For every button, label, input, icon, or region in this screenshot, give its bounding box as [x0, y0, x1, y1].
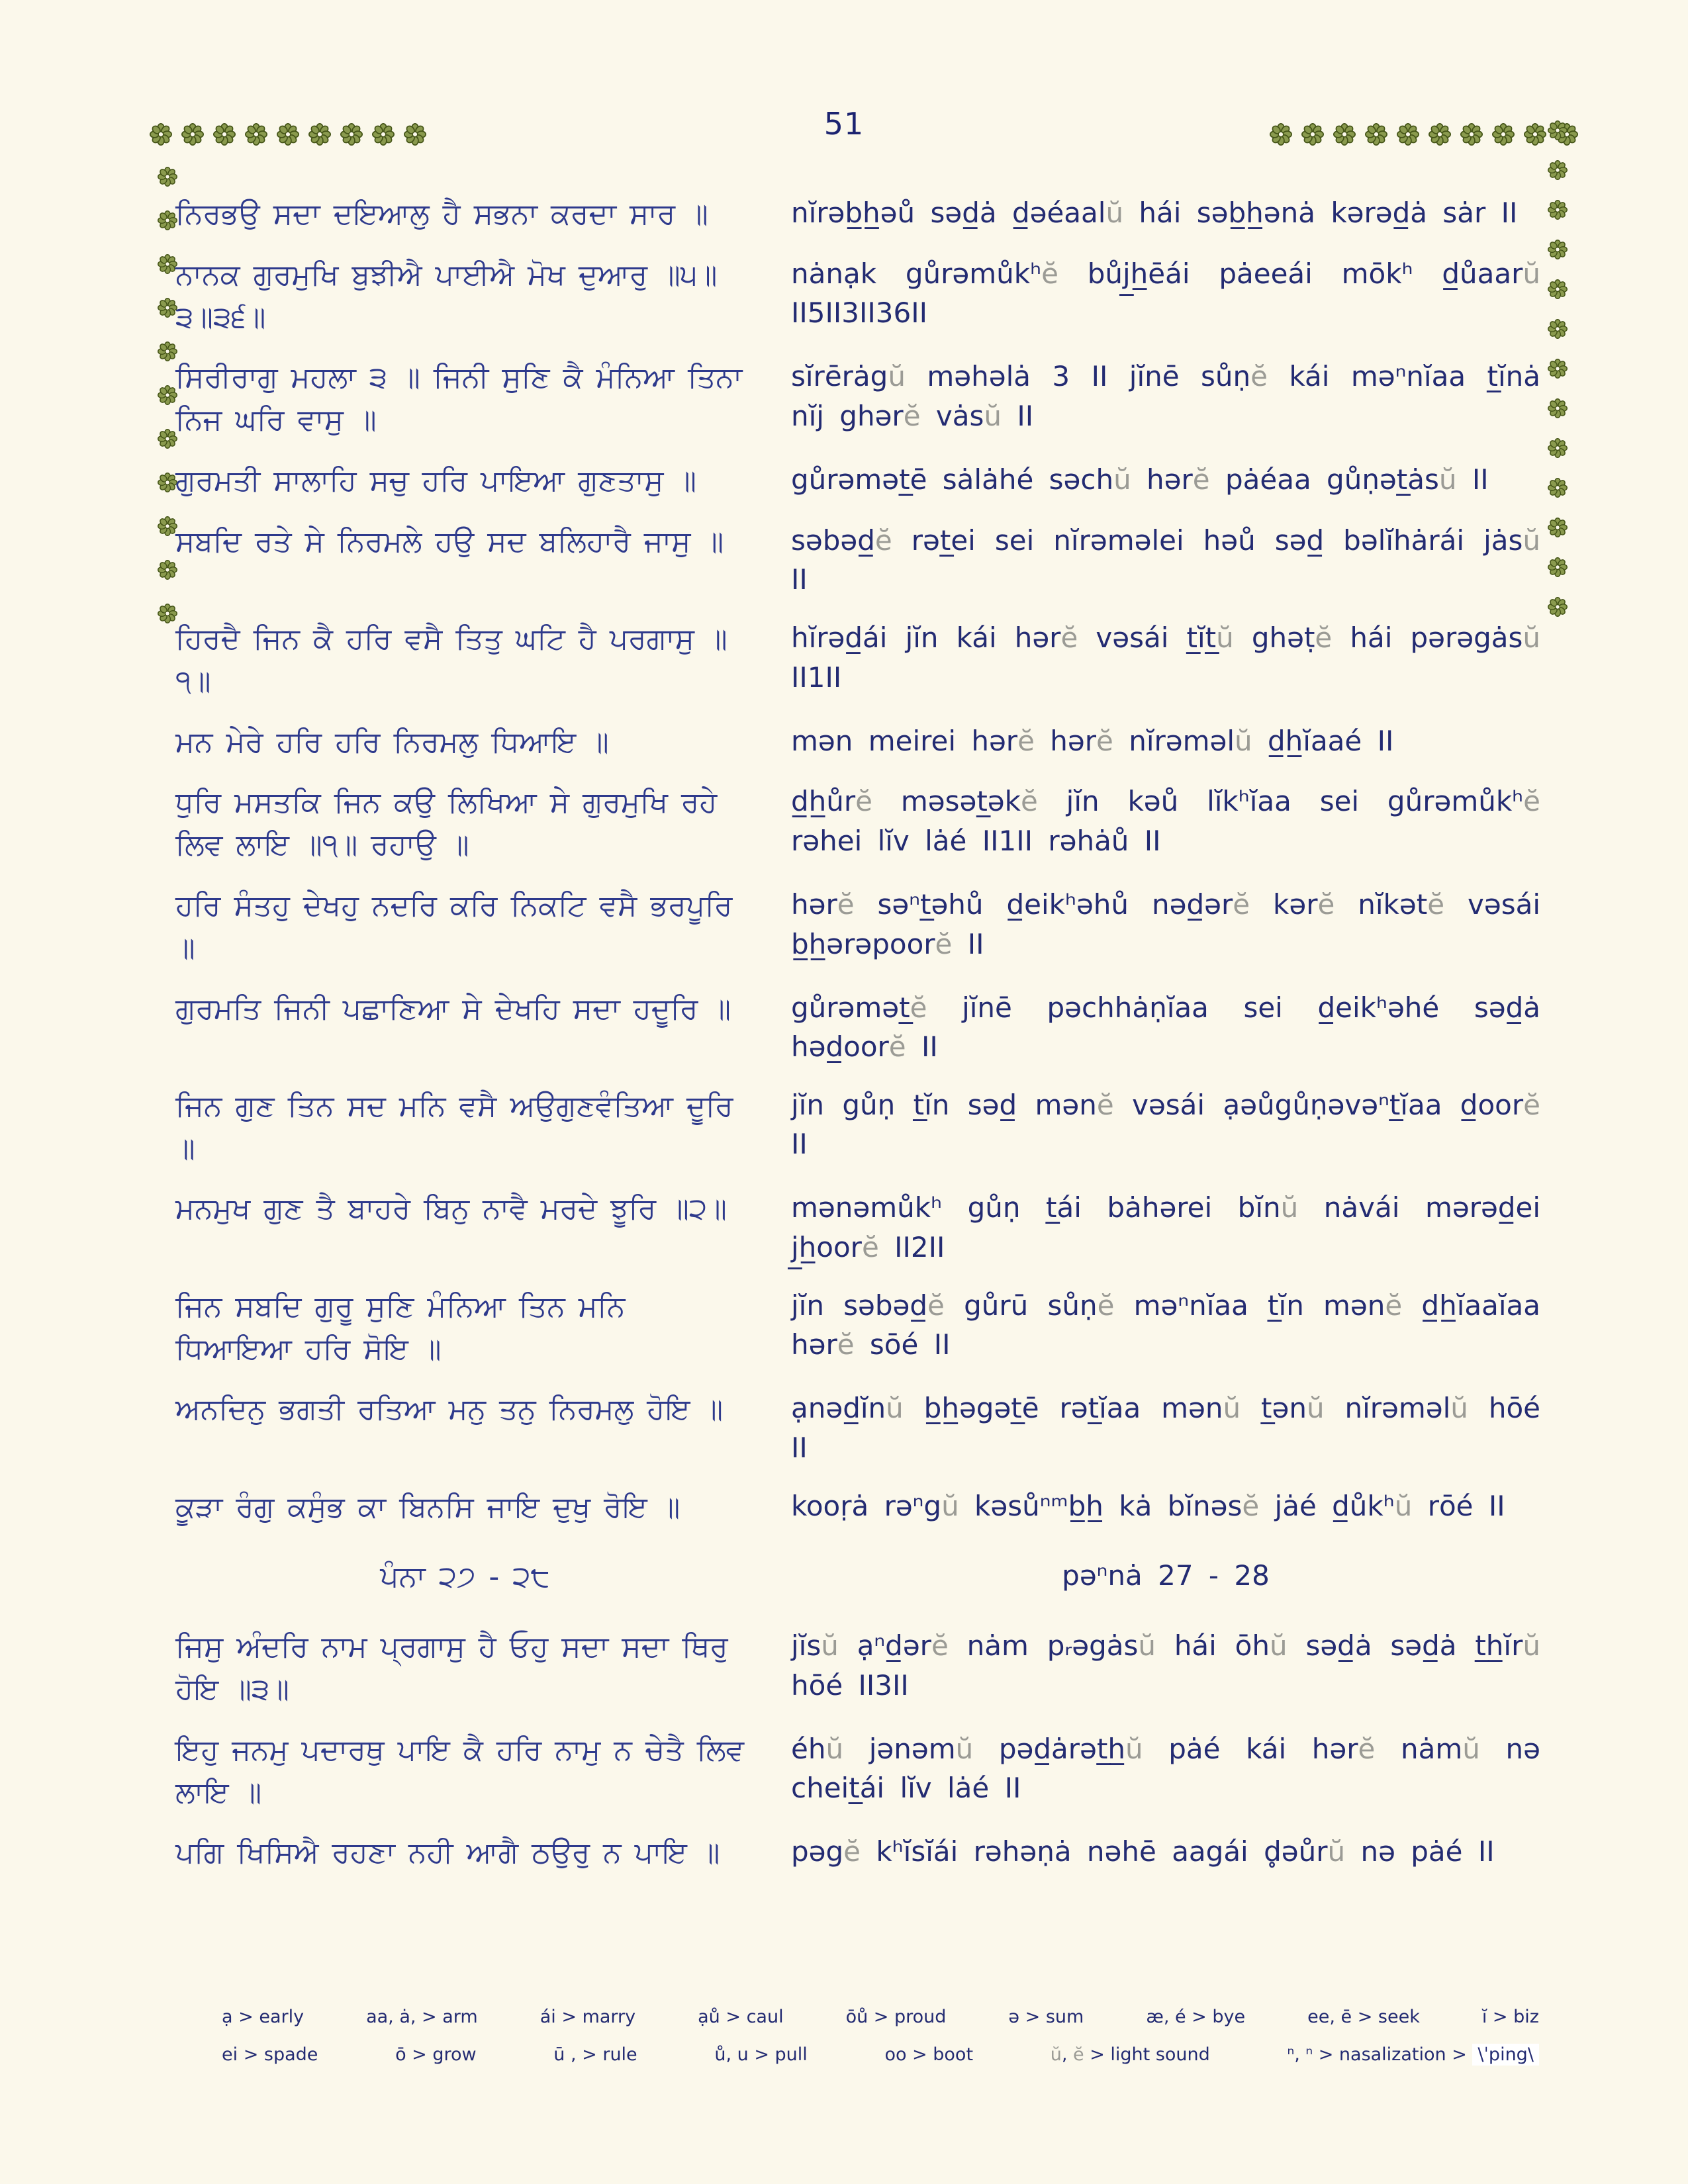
light-sound-letter: ĕ	[935, 927, 953, 960]
light-sound-letter: ĕ	[927, 1289, 945, 1322]
roman-transliteration-text: jĭn səbəd̲ĕ gůrū sůṇĕ məⁿnĭaa t̲ĭn mənĕ d̲h̲ĭaaĭaa hərĕ sōé II	[791, 1289, 1540, 1361]
florette-icon	[1548, 120, 1568, 140]
light-sound-letter: ŭ	[1050, 2044, 1062, 2065]
light-sound-letter: ŭ	[1235, 724, 1252, 757]
light-sound-letter: ŭ	[1450, 1392, 1468, 1425]
verse-row	[175, 254, 1540, 339]
light-sound-letter: ŭ	[1523, 257, 1541, 290]
light-sound-letter: ŭ	[1394, 1489, 1413, 1522]
legend-item: ĭ > biz	[1481, 2007, 1539, 2027]
roman-transliteration-text: jĭn gůṇ t̲ĭn səd̲ mənĕ vəsái ạəůgůṇəvəⁿt̲ĭaa d̲oorĕ II	[791, 1088, 1540, 1161]
gurmukhi-text: ਗੁਰਮਤੀ ਸਾਲਾਹਿ ਸਚੁ ਹਰਿ ਪਾਇਆ ਗੁਣਤਾਸੁ ॥	[175, 463, 697, 498]
florette-icon	[1548, 557, 1568, 577]
legend-item: ōů > proud	[845, 2007, 947, 2027]
florette-icon	[1333, 123, 1356, 146]
gurmukhi-text: ਮਨਮੁਖ ਗੁਣ ਤੈ ਬਾਹਰੇ ਬਿਨੁ ਨਾਵੈ ਮਰਦੇ ਝੂਰਿ ॥੨॥	[175, 1192, 727, 1226]
roman-transliteration-text: kooṛȧ rəⁿgŭ kəsůⁿᵐb̲h̲ kȧ bĭnəsĕ jȧé d̲ůkʰŭ rōé II	[791, 1489, 1505, 1522]
verse-row	[175, 1188, 1540, 1267]
page-number: 51	[823, 106, 865, 142]
light-sound-letter: ĕ	[1250, 360, 1268, 393]
florette-icon	[158, 604, 177, 623]
florette-icon	[158, 167, 177, 187]
light-sound-letter: ĕ	[1523, 785, 1540, 818]
florette-icon	[308, 123, 331, 146]
legend-item: ů, u > pull	[714, 2044, 808, 2065]
florette-icon	[150, 123, 172, 146]
light-sound-letter: ĕ	[1097, 1289, 1115, 1322]
florette-icon	[277, 123, 299, 146]
verse-row	[175, 1286, 1540, 1371]
verse-row	[175, 1547, 1540, 1608]
gurmukhi-text: ਹਰਿ ਸੰਤਹੁ ਦੇਖਹੁ ਨਦਰਿ ਕਰਿ ਨਿਕਟਿ ਵਸੈ ਭਰਪੂਰਿ ॥	[175, 889, 733, 965]
roman-transliteration-text: jĭsŭ ạⁿd̲ərĕ nȧm pᵣəgȧsŭ hái ōhŭ səd̲ȧ səd̲ȧ t̲h̲ĭrŭ hōé II3II	[791, 1629, 1540, 1702]
light-sound-letter: ŭ	[821, 1629, 839, 1662]
gurmukhi-text: ਜਿਸੁ ਅੰਦਰਿ ਨਾਮ ਪ੍ਰਗਾਸੁ ਹੈ ਓਹੁ ਸਦਾ ਸਦਾ ਥਿਰੁ ਹੋਇ ॥੩॥	[175, 1630, 728, 1706]
gurmukhi-text: ਅਨਦਿਨੁ ਭਗਤੀ ਰਤਿਆ ਮਨੁ ਤਨੁ ਨਿਰਮਲੁ ਹੋਇ ॥	[175, 1392, 724, 1427]
pronunciation-legend-row-1	[222, 2007, 1539, 2027]
roman-transliteration-text: mənəmůkʰ gůṇ t̲ái bȧhərei bĭnŭ nȧvái mərəd̲ei j̲h̲oorĕ II2II	[791, 1191, 1540, 1264]
florette-icon	[1397, 123, 1419, 146]
verse-row	[175, 1729, 1540, 1814]
light-sound-letter: ŭ	[955, 1732, 974, 1765]
light-sound-letter: ĕ	[855, 785, 873, 818]
florette-icon	[158, 298, 177, 318]
light-sound-letter: ĕ	[1096, 724, 1113, 757]
florette-icon	[372, 123, 395, 146]
florette-icon	[1548, 438, 1568, 458]
light-sound-letter: ŭ	[1223, 1392, 1241, 1425]
gurmukhi-text: ਜਿਨ ਗੁਣ ਤਿਨ ਸਦ ਮਨਿ ਵਸੈ ਅਉਗੁਣਵੰਤਿਆ ਦੂਰਿ ॥	[175, 1089, 733, 1165]
verse-row	[175, 1832, 1540, 1874]
legend-item-highlight: \ˈping\	[1472, 2044, 1539, 2066]
light-sound-letter: ĕ	[837, 1328, 855, 1361]
light-sound-letter: ŭ	[1216, 621, 1234, 655]
gurmukhi-text: ਪੰਨਾ ੨੭ - ੨੮	[380, 1560, 550, 1594]
light-sound-letter: ŭ	[1523, 621, 1541, 655]
legend-item: aa, ȧ, > arm	[366, 2007, 478, 2027]
light-sound-letter: ĕ	[1096, 1088, 1114, 1121]
ornament-border-top-left	[150, 123, 426, 146]
light-sound-letter: ĕ	[910, 991, 927, 1024]
light-sound-letter: ŭ	[888, 360, 906, 393]
light-sound-letter: ĕ	[1041, 257, 1058, 290]
ornament-border-right	[1548, 120, 1568, 617]
verse-row	[175, 885, 1540, 970]
legend-item: ō > grow	[395, 2044, 477, 2065]
light-sound-letter: ĕ	[843, 1835, 861, 1868]
verse-row	[175, 721, 1540, 764]
roman-transliteration-text: nĭrəb̲h̲əů səd̲ȧ d̲əéaalŭ hái səb̲h̲ənȧ kərəd̲ȧ sȧr II	[791, 197, 1518, 229]
gurmukhi-text: ਜਿਨ ਸਬਦਿ ਗੁਰੂ ਸੁਣਿ ਮੰਨਿਆ ਤਿਨ ਮਨਿ ਧਿਆਇਆ ਹਰਿ ਸੋਇ ॥	[175, 1289, 626, 1366]
gurmukhi-text: ਸਬਦਿ ਰਤੇ ਸੇ ਨਿਰਮਲੇ ਹਉ ਸਦ ਬਲਿਹਾਰੈ ਜਾਸੁ ॥	[175, 524, 724, 559]
florette-icon	[1548, 518, 1568, 537]
light-sound-letter: ŭ	[1523, 1629, 1540, 1662]
florette-icon	[404, 123, 426, 146]
florette-icon	[158, 560, 177, 580]
legend-item: ái > marry	[539, 2007, 636, 2027]
roman-transliteration-text: gůrəmət̲ē sȧlȧhé səchŭ hərĕ pȧéaa gůṇət̲ȧsŭ II	[791, 463, 1489, 496]
light-sound-letter: ĕ	[874, 523, 892, 557]
light-sound-letter: ŭ	[825, 1732, 844, 1765]
light-sound-letter: ĕ	[1358, 1732, 1376, 1765]
roman-transliteration-text: hərĕ səⁿt̲əhů d̲eikʰəhů nəd̲ərĕ kərĕ nĭkətĕ vəsái b̲h̲ərəpoorĕ II	[791, 888, 1540, 960]
florette-icon	[1548, 597, 1568, 617]
florette-icon	[1548, 160, 1568, 180]
florette-icon	[213, 123, 236, 146]
verse-row	[175, 1085, 1540, 1170]
roman-transliteration-text: nȧnạk gůrəmůkʰĕ bůj̲h̲ēái pȧeeái mōkʰ d̲ůaarŭ II5II3II36II	[791, 257, 1541, 330]
florette-icon	[1301, 123, 1324, 146]
light-sound-letter: ŭ	[1462, 1732, 1480, 1765]
legend-item: æ, é > bye	[1146, 2007, 1246, 2027]
pronunciation-legend-row-2	[222, 2044, 1539, 2065]
light-sound-letter: ĕ	[1317, 888, 1335, 921]
legend-item: oo > boot	[884, 2044, 974, 2065]
florette-icon	[1548, 200, 1568, 220]
light-sound-letter: ĕ	[1233, 888, 1250, 921]
florette-icon	[1548, 279, 1568, 299]
roman-transliteration-text: éhŭ jənəmŭ pəd̲ȧrət̲h̲ŭ pȧé kái hərĕ nȧmŭ nə cheit̲ái lĭv lȧé II	[791, 1732, 1541, 1805]
light-sound-letter: ĕ	[1242, 1489, 1260, 1522]
verse-list	[175, 193, 1540, 1893]
legend-item: ee, ē > seek	[1307, 2007, 1420, 2027]
legend-item: ū , > rule	[553, 2044, 637, 2065]
florette-icon	[158, 254, 177, 274]
florette-icon	[1548, 478, 1568, 498]
gurmukhi-text: ਪਗਿ ਖਿਸਿਐ ਰਹਣਾ ਨਹੀ ਆਗੈ ਠਉਰੁ ਨ ਪਾਇ ॥	[175, 1836, 720, 1870]
ornament-border-left	[158, 167, 177, 623]
gurmukhi-text: ਕੂੜਾ ਰੰਗੁ ਕਸੁੰਭ ਕਾ ਬਿਨਸਿ ਜਾਇ ਦੁਖੁ ਰੋਇ ॥	[175, 1490, 680, 1524]
verse-row	[175, 1626, 1540, 1711]
light-sound-letter: ŭ	[1523, 523, 1540, 557]
legend-item: ạ > early	[222, 2007, 305, 2027]
roman-transliteration-text: hĭrəd̲ái jĭn kái hərĕ vəsái t̲ĭt̲ŭ ghəṭĕ hái pərəgȧsŭ II1II	[791, 621, 1541, 694]
light-sound-letter: ŭ	[1125, 1732, 1143, 1765]
florette-icon	[1548, 398, 1568, 418]
gurmukhi-text: ਇਹੁ ਜਨਮੁ ਪਦਾਰਥੁ ਪਾਇ ਕੈ ਹਰਿ ਨਾਮੁ ਨ ਚੇਤੈ ਲਿਵ ਲਾਇ ॥	[175, 1733, 745, 1809]
florette-icon	[1270, 123, 1292, 146]
verse-row	[175, 357, 1540, 441]
gurmukhi-text: ਨਾਨਕ ਗੁਰਮੁਖਿ ਬੁਝੀਐ ਪਾਈਐ ਮੋਖ ਦੁਆਰੁ ॥੫॥੩॥੩੬॥	[175, 257, 718, 334]
roman-transliteration-text: pəgĕ kʰĭsĭái rəhəṇȧ nəhē aagái d̥əůrŭ nə pȧé II	[791, 1835, 1495, 1868]
light-sound-letter: ĕ	[931, 1629, 949, 1662]
verse-row	[175, 988, 1540, 1067]
gurmukhi-text: ਮਨ ਮੇਰੇ ਹਰਿ ਹਰਿ ਨਿਰਮਲੁ ਧਿਆਇ ॥	[175, 725, 609, 759]
light-sound-letter: ĕ	[1315, 621, 1333, 655]
light-sound-letter: ĕ	[861, 1231, 879, 1264]
florette-icon	[158, 429, 177, 449]
light-sound-letter: ŭ	[1138, 1629, 1156, 1662]
verse-row	[175, 782, 1540, 866]
florette-icon	[1429, 123, 1451, 146]
roman-transliteration-text: mən meirei hərĕ hərĕ nĭrəməlŭ d̲h̲ĭaaé II	[791, 724, 1394, 757]
legend-item: ạů > caul	[698, 2007, 784, 2027]
light-sound-letter: ŭ	[1269, 1629, 1288, 1662]
light-sound-letter: ŭ	[1105, 197, 1124, 229]
light-sound-letter: ĕ	[1017, 724, 1035, 757]
gurmukhi-text: ਹਿਰਦੈ ਜਿਨ ਕੈ ਹਰਿ ਵਸੈ ਤਿਤੁ ਘਟਿ ਹੈ ਪਰਗਾਸੁ ॥੧॥	[175, 622, 727, 698]
florette-icon	[1548, 240, 1568, 259]
light-sound-letter: ŭ	[941, 1489, 959, 1522]
light-sound-letter: ĕ	[1523, 1088, 1540, 1121]
gurmukhi-text: ਨਿਰਭਉ ਸਦਾ ਦਇਆਲੁ ਹੈ ਸਭਨਾ ਕਰਦਾ ਸਾਰ ॥	[175, 197, 708, 231]
gurmukhi-text: ਸਿਰੀਰਾਗੁ ਮਹਲਾ ੩ ॥ ਜਿਨੀ ਸੁਣਿ ਕੈ ਮੰਨਿਆ ਤਿਨਾ ਨਿਜ ਘਰਿ ਵਾਸੁ ॥	[175, 361, 743, 437]
florette-icon	[158, 385, 177, 405]
legend-item-label: ⁿ, ⁿ > nasalization >	[1287, 2044, 1473, 2065]
light-sound-letter: ĕ	[1020, 785, 1038, 818]
light-sound-letter: ĕ	[837, 888, 855, 921]
florette-icon	[158, 516, 177, 536]
verse-row	[175, 1486, 1540, 1529]
roman-transliteration-text: ạnəd̲ĭnŭ b̲h̲əgət̲ē rət̲ĭaa mənŭ t̲ənŭ nĭrəməlŭ hōé II	[791, 1392, 1540, 1464]
light-sound-letter: ŭ	[1327, 1835, 1346, 1868]
legend-item	[1287, 2044, 1538, 2065]
verse-row	[175, 460, 1540, 502]
florette-icon	[1524, 123, 1546, 146]
verse-row	[175, 618, 1540, 703]
florette-icon	[1460, 123, 1483, 146]
florette-icon	[181, 123, 204, 146]
legend-item: ə > sum	[1008, 2007, 1084, 2027]
light-sound-letter: ĕ	[888, 1030, 906, 1064]
light-sound-letter: ĕ	[1427, 888, 1445, 921]
verse-row	[175, 1388, 1540, 1467]
verse-row	[175, 521, 1540, 600]
light-sound-letter: ŭ	[1280, 1191, 1299, 1224]
legend-item: ŭ, ĕ > light sound	[1050, 2044, 1210, 2065]
light-sound-letter: ŭ	[984, 400, 1002, 433]
light-sound-letter: ĕ	[1192, 463, 1210, 496]
gurmukhi-text: ਗੁਰਮਤਿ ਜਿਨੀ ਪਛਾਣਿਆ ਸੇ ਦੇਖਹਿ ਸਦਾ ਹਦੂਰਿ ॥	[175, 991, 731, 1026]
florette-icon	[245, 123, 267, 146]
florette-icon	[1548, 319, 1568, 339]
florette-icon	[158, 210, 177, 230]
roman-transliteration-text: səbəd̲ĕ rət̲ei sei nĭrəməlei həů səd̲ bəlĭhȧrái jȧsŭ II	[791, 523, 1540, 596]
roman-transliteration-text: sĭrērȧgŭ məhəlȧ 3 II jĭnē sůṇĕ kái məⁿnĭaa t̲ĭnȧ nĭj ghərĕ vȧsŭ II	[791, 360, 1540, 433]
florette-icon	[158, 341, 177, 361]
pronunciation-legend	[222, 2007, 1539, 2082]
roman-transliteration-text: d̲h̲ůrĕ məsət̲əkĕ jĭn kəů lĭkʰĭaa sei gůrəmůkʰĕ rəhei lĭv lȧé II1II rəhȧů II	[791, 785, 1540, 858]
gurmukhi-text: ਧੁਰਿ ਮਸਤਕਿ ਜਿਨ ਕਉ ਲਿਖਿਆ ਸੇ ਗੁਰਮੁਖਿ ਰਹੇ ਲਿਵ ਲਾਇ ॥੧॥ ਰਹਾਉ ॥	[175, 786, 718, 862]
light-sound-letter: ĕ	[1072, 2044, 1084, 2065]
light-sound-letter: ŭ	[886, 1392, 904, 1425]
ornament-border-top-right	[1270, 123, 1578, 146]
light-sound-letter: ŭ	[1438, 463, 1457, 496]
florette-icon	[1365, 123, 1387, 146]
florette-icon	[158, 473, 177, 492]
verse-row	[175, 193, 1540, 236]
florette-icon	[340, 123, 363, 146]
roman-transliteration-text: pəⁿnȧ 27 - 28	[1062, 1559, 1270, 1592]
light-sound-letter: ĕ	[1060, 621, 1078, 655]
light-sound-letter: ĕ	[1385, 1289, 1403, 1322]
light-sound-letter: ŭ	[1306, 1392, 1325, 1425]
roman-transliteration-text: gůrəmət̲ĕ jĭnē pəchhȧṇĭaa sei d̲eikʰəhé səd̲ȧ həd̲oorĕ II	[791, 991, 1540, 1064]
legend-item: ei > spade	[222, 2044, 318, 2065]
light-sound-letter: ĕ	[903, 400, 921, 433]
florette-icon	[1492, 123, 1515, 146]
light-sound-letter: ŭ	[1113, 463, 1131, 496]
florette-icon	[1548, 359, 1568, 379]
